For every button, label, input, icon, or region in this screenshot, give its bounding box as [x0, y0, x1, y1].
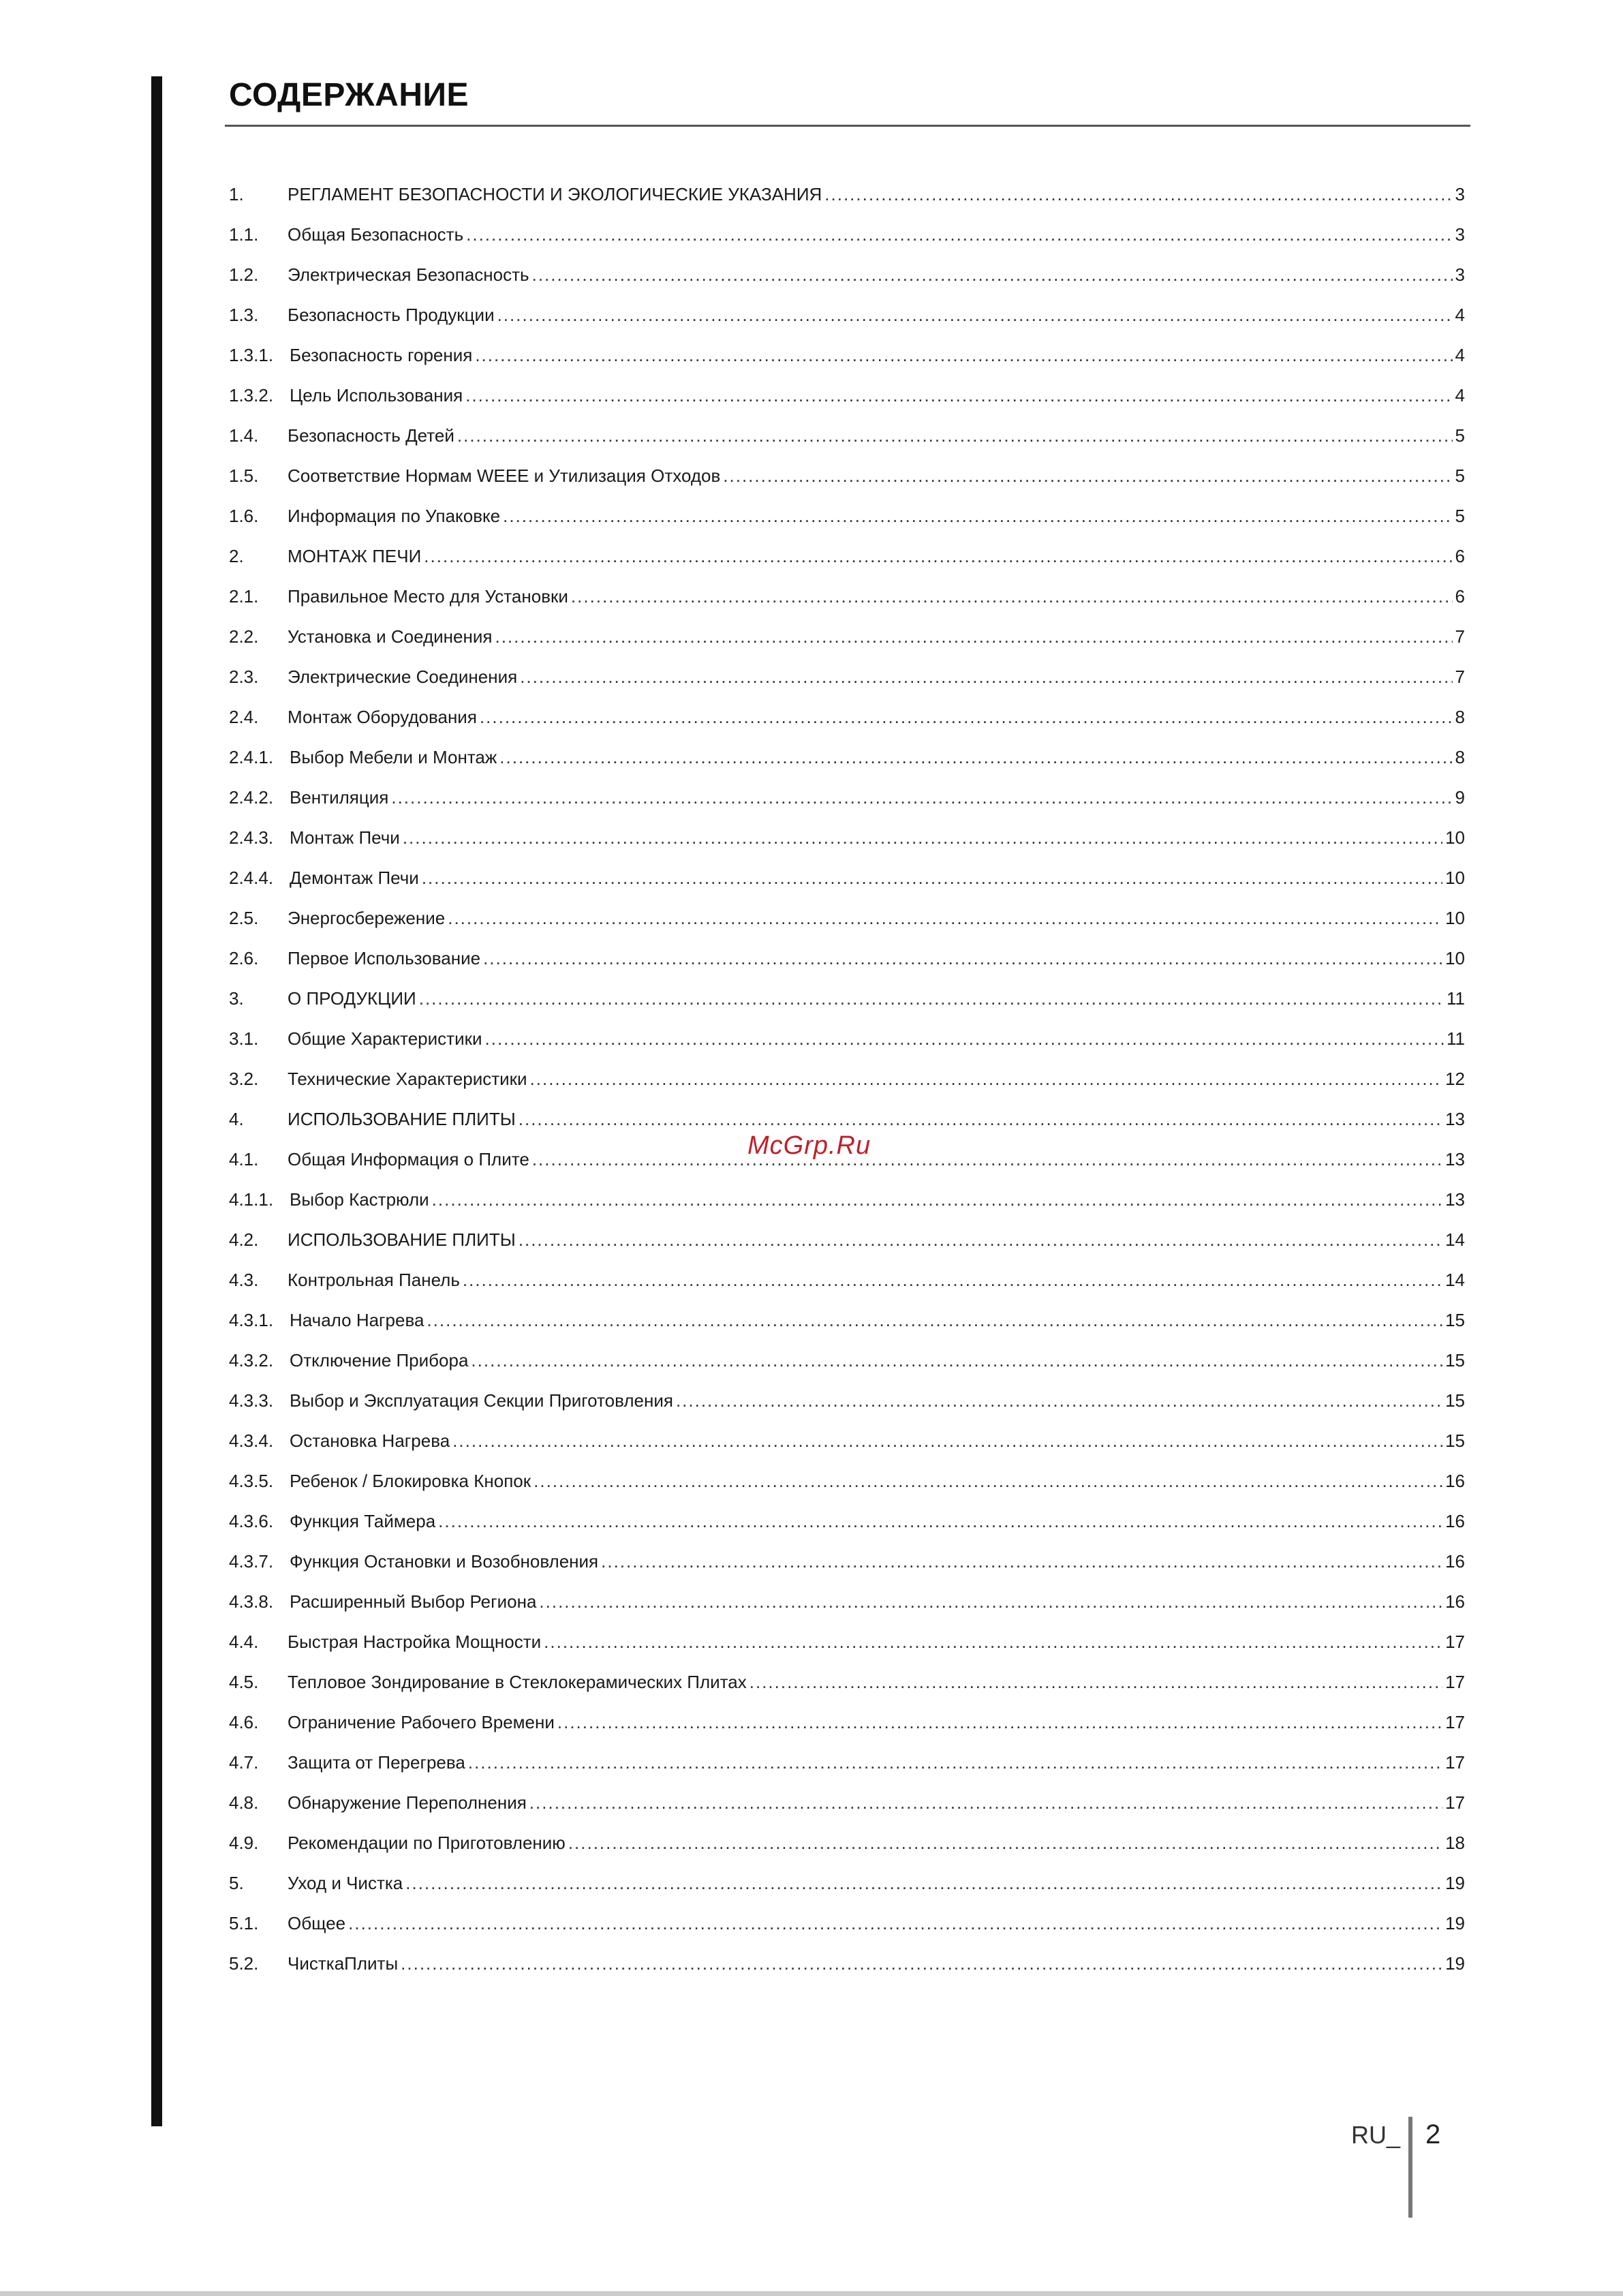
toc-entry-page: 5	[1455, 506, 1465, 526]
toc-dot-leader	[601, 1546, 1442, 1577]
toc-entry[interactable]	[229, 1948, 1465, 1988]
toc-dot-leader	[438, 1505, 1442, 1537]
toc-entry-title: Первое Использование	[288, 948, 481, 968]
toc-entry-page: 4	[1455, 345, 1465, 365]
toc-entry-title: Технические Характеристики	[288, 1069, 527, 1089]
toc-entry-page: 15	[1445, 1350, 1465, 1371]
toc-dot-leader	[539, 1586, 1442, 1617]
toc-entry[interactable]	[229, 179, 1465, 219]
toc-dot-leader	[568, 1827, 1442, 1858]
toc-entry-number: 1.6.	[229, 506, 259, 526]
toc-entry-page: 10	[1445, 868, 1465, 888]
toc-entry-title: Функция Остановки и Возобновления	[290, 1551, 599, 1572]
toc-entry-number: 2.4.3.	[229, 827, 274, 848]
toc-dot-leader	[544, 1626, 1442, 1657]
toc-entry-title: Выбор Мебели и Монтаж	[290, 747, 497, 767]
toc-entry-title: Тепловое Зондирование в Стеклокерамических Плитах	[288, 1672, 747, 1692]
toc-entry-number: 4.3.3.	[229, 1390, 274, 1411]
toc-entry-number: 4.5.	[229, 1672, 259, 1692]
toc-dot-leader	[529, 1787, 1442, 1818]
toc-entry[interactable]	[229, 1023, 1465, 1063]
toc-dot-leader	[519, 1103, 1442, 1135]
toc-entry-page: 16	[1445, 1511, 1465, 1531]
toc-dot-leader	[468, 1747, 1442, 1778]
toc-entry-number: 4.3.8.	[229, 1591, 274, 1612]
toc-entry-title: Безопасность Детей	[288, 425, 454, 446]
toc-entry-page: 7	[1455, 626, 1465, 647]
toc-entry-page: 19	[1445, 1873, 1465, 1893]
toc-entry-page: 10	[1445, 948, 1465, 968]
toc-entry[interactable]	[229, 1706, 1465, 1747]
toc-entry-title: Выбор Кастрюли	[290, 1189, 429, 1210]
toc-dot-leader	[676, 1385, 1442, 1416]
toc-entry-number: 4.2.	[229, 1229, 259, 1250]
toc-entry-number: 1.3.	[229, 305, 259, 325]
toc-entry-title: ИСПОЛЬЗОВАНИЕ ПЛИТЫ	[288, 1109, 516, 1129]
toc-entry-title: Цель Использования	[290, 385, 463, 405]
toc-entry[interactable]	[229, 1867, 1465, 1908]
toc-entry[interactable]	[229, 1787, 1465, 1827]
toc-entry-page: 8	[1455, 707, 1465, 727]
toc-entry-title: Общие Характеристики	[288, 1028, 482, 1049]
toc-entry-number: 5.1.	[229, 1913, 259, 1933]
toc-entry-title: Контрольная Панель	[288, 1270, 460, 1290]
toc-entry-page: 16	[1445, 1471, 1465, 1491]
toc-dot-leader	[422, 862, 1442, 893]
toc-entry-title: Соответствие Нормам WEEE и Утилизация Отходов	[288, 465, 721, 486]
toc-entry-number: 1.3.1.	[229, 345, 274, 365]
toc-entry[interactable]	[229, 1063, 1465, 1103]
toc-entry-number: 2.6.	[229, 948, 259, 968]
toc-entry-number: 4.7.	[229, 1752, 259, 1773]
toc-entry[interactable]	[229, 500, 1465, 540]
toc-entry-page: 11	[1447, 1028, 1465, 1049]
toc-entry-page: 14	[1445, 1270, 1465, 1290]
toc-dot-leader	[391, 782, 1452, 813]
toc-entry[interactable]	[229, 420, 1465, 460]
toc-entry[interactable]	[229, 1908, 1465, 1948]
toc-entry-title: Вентиляция	[290, 787, 389, 808]
toc-entry-page: 13	[1445, 1109, 1465, 1129]
toc-entry[interactable]	[229, 902, 1465, 943]
toc-entry-title: МОНТАЖ ПЕЧИ	[288, 546, 422, 566]
toc-dot-leader	[452, 1425, 1442, 1456]
toc-entry-title: Рекомендации по Приготовлению	[288, 1833, 566, 1853]
toc-dot-leader	[457, 420, 1453, 451]
toc-entry-number: 2.	[229, 546, 244, 566]
toc-entry[interactable]	[229, 380, 1465, 420]
toc-dot-leader	[483, 943, 1442, 974]
left-margin-bar	[151, 76, 162, 2126]
toc-entry-page: 13	[1445, 1189, 1465, 1210]
toc-dot-leader	[557, 1706, 1442, 1738]
toc-entry[interactable]	[229, 540, 1465, 581]
toc-entry-page: 15	[1445, 1390, 1465, 1411]
toc-entry-page: 19	[1445, 1953, 1465, 1974]
toc-entry-title: РЕГЛАМЕНТ БЕЗОПАСНОСТИ И ЭКОЛОГИЧЕСКИЕ УКАЗАНИЯ	[288, 184, 822, 204]
toc-entry-number: 4.3.	[229, 1270, 259, 1290]
title-underline	[225, 125, 1470, 127]
toc-entry-page: 3	[1455, 184, 1465, 204]
toc-entry[interactable]	[229, 581, 1465, 621]
toc-entry-page: 4	[1455, 385, 1465, 405]
toc-entry-title: Энергосбережение	[288, 908, 446, 928]
toc-entry-number: 5.	[229, 1873, 244, 1893]
toc-entry-number: 1.4.	[229, 425, 259, 446]
toc-entry-page: 13	[1445, 1149, 1465, 1169]
toc-entry[interactable]	[229, 983, 1465, 1023]
toc-entry-page: 15	[1445, 1430, 1465, 1451]
toc-entry[interactable]	[229, 339, 1465, 380]
toc-entry[interactable]	[229, 822, 1465, 862]
toc-dot-leader	[723, 460, 1452, 491]
toc-dot-leader	[348, 1908, 1442, 1939]
toc-entry-number: 3.1.	[229, 1028, 259, 1049]
toc-entry-title: Остановка Нагрева	[290, 1430, 450, 1451]
toc-entry-title: Общая Безопасность	[288, 224, 464, 245]
toc-entry-title: Ограничение Рабочего Времени	[288, 1712, 555, 1732]
toc-entry-number: 5.2.	[229, 1953, 259, 1974]
toc-entry-title: Уход и Чистка	[288, 1873, 403, 1893]
toc-entry-title: Монтаж Печи	[290, 827, 400, 848]
toc-entry-title: Общее	[288, 1913, 346, 1933]
toc-entry-page: 6	[1455, 546, 1465, 566]
toc-entry-page: 17	[1445, 1752, 1465, 1773]
toc-dot-leader	[520, 661, 1452, 692]
toc-entry-title: Отключение Прибора	[290, 1350, 469, 1371]
toc-entry-page: 3	[1455, 264, 1465, 285]
toc-dot-leader	[424, 540, 1452, 572]
toc-entry-page: 15	[1445, 1310, 1465, 1330]
toc-dot-leader	[480, 701, 1453, 733]
toc-entry-number: 1.3.2.	[229, 385, 274, 405]
toc-entry[interactable]	[229, 299, 1465, 339]
toc-entry-page: 17	[1445, 1632, 1465, 1652]
toc-entry-number: 1.5.	[229, 465, 259, 486]
toc-entry[interactable]	[229, 1304, 1465, 1345]
footer-language-label: RU_	[1351, 2121, 1401, 2149]
toc-dot-leader	[427, 1304, 1442, 1336]
toc-dot-leader	[571, 581, 1453, 612]
toc-entry-page: 5	[1455, 425, 1465, 446]
toc-entry-title: Безопасность Продукции	[288, 305, 495, 325]
toc-entry[interactable]	[229, 661, 1465, 701]
toc-entry-title: Быстрая Настройка Мощности	[288, 1632, 542, 1652]
toc-dot-leader	[419, 983, 1444, 1014]
toc-entry-number: 4.3.1.	[229, 1310, 274, 1330]
toc-dot-leader	[503, 500, 1452, 532]
toc-entry-page: 9	[1455, 787, 1465, 808]
toc-entry-number: 4.4.	[229, 1632, 259, 1652]
toc-entry[interactable]	[229, 1546, 1465, 1586]
toc-entry-number: 4.	[229, 1109, 244, 1129]
toc-entry-number: 4.6.	[229, 1712, 259, 1732]
toc-entry[interactable]	[229, 862, 1465, 902]
toc-dot-leader	[530, 1063, 1443, 1095]
toc-dot-leader	[471, 1345, 1442, 1376]
toc-dot-leader	[405, 1867, 1442, 1899]
toc-dot-leader	[475, 339, 1452, 371]
toc-dot-leader	[532, 259, 1453, 290]
toc-entry-number: 4.1.1.	[229, 1189, 274, 1210]
toc-dot-leader	[824, 179, 1452, 210]
toc-dot-leader	[466, 219, 1452, 250]
toc-entry-number: 2.5.	[229, 908, 259, 928]
toc-entry-number: 1.1.	[229, 224, 259, 245]
toc-entry-page: 17	[1445, 1672, 1465, 1692]
toc-entry-number: 2.4.4.	[229, 868, 274, 888]
toc-entry-number: 4.3.4.	[229, 1430, 274, 1451]
toc-entry-title: Защита от Перегрева	[288, 1752, 465, 1773]
toc-entry-page: 11	[1447, 988, 1465, 1009]
toc-entry-page: 4	[1455, 305, 1465, 325]
toc-entry[interactable]	[229, 1425, 1465, 1465]
toc-entry-title: Функция Таймера	[290, 1511, 436, 1531]
toc-entry-page: 10	[1445, 908, 1465, 928]
toc-entry-title: ЧисткаПлиты	[288, 1953, 399, 1974]
toc-entry[interactable]	[229, 1385, 1465, 1425]
toc-entry[interactable]	[229, 1345, 1465, 1385]
watermark: McGrp.Ru	[747, 1131, 871, 1160]
toc-entry-number: 4.9.	[229, 1833, 259, 1853]
toc-entry-page: 17	[1445, 1792, 1465, 1813]
toc-entry-number: 4.8.	[229, 1792, 259, 1813]
toc-dot-leader	[401, 1948, 1442, 1979]
toc-entry-page: 8	[1455, 747, 1465, 767]
toc-entry-title: Ребенок / Блокировка Кнопок	[290, 1471, 531, 1491]
toc-entry-page: 3	[1455, 224, 1465, 245]
toc-entry-number: 2.4.	[229, 707, 259, 727]
toc-dot-leader	[448, 902, 1442, 934]
toc-entry[interactable]	[229, 1264, 1465, 1304]
toc-entry-title: Расширенный Выбор Региона	[290, 1591, 537, 1612]
toc-dot-leader	[465, 380, 1452, 411]
toc-dot-leader	[463, 1264, 1442, 1296]
footer-divider	[1408, 2117, 1412, 2218]
toc-entry-number: 1.	[229, 184, 244, 204]
toc-entry-title: О ПРОДУКЦИИ	[288, 988, 416, 1009]
toc-entry[interactable]	[229, 701, 1465, 741]
toc-entry-title: ИСПОЛЬЗОВАНИЕ ПЛИТЫ	[288, 1229, 516, 1250]
toc-entry-title: Выбор и Эксплуатация Секции Приготовления	[290, 1390, 673, 1411]
toc-entry[interactable]	[229, 1465, 1465, 1505]
toc-dot-leader	[532, 1144, 1442, 1175]
toc-entry-page: 19	[1445, 1913, 1465, 1933]
page-title: СОДЕРЖАНИЕ	[229, 77, 469, 113]
toc-dot-leader	[499, 741, 1452, 773]
toc-entry[interactable]	[229, 1626, 1465, 1666]
toc-entry-number: 4.3.7.	[229, 1551, 274, 1572]
toc-entry-number: 4.3.6.	[229, 1511, 274, 1531]
toc-entry[interactable]	[229, 1224, 1465, 1264]
toc-dot-leader	[485, 1023, 1444, 1054]
toc-entry-title: Электрическая Безопасность	[288, 264, 529, 285]
toc-entry[interactable]	[229, 621, 1465, 661]
toc-entry-number: 4.3.2.	[229, 1350, 274, 1371]
toc-entry-page: 18	[1445, 1833, 1465, 1853]
toc-dot-leader	[749, 1666, 1442, 1698]
toc-entry-page: 16	[1445, 1591, 1465, 1612]
toc-entry-title: Безопасность горения	[290, 345, 473, 365]
toc-entry-number: 2.4.1.	[229, 747, 274, 767]
toc-entry-title: Обнаружение Переполнения	[288, 1792, 527, 1813]
toc-entry-number: 3.	[229, 988, 244, 1009]
toc-entry-page: 6	[1455, 586, 1465, 607]
toc-entry-number: 2.1.	[229, 586, 259, 607]
toc-entry-page: 16	[1445, 1551, 1465, 1572]
toc-entry-page: 5	[1455, 465, 1465, 486]
toc-entry[interactable]	[229, 460, 1465, 500]
toc-entry-title: Правильное Место для Установки	[288, 586, 568, 607]
toc-dot-leader	[519, 1224, 1442, 1255]
toc-dot-leader	[495, 621, 1452, 652]
table-of-contents	[229, 179, 1465, 1988]
toc-entry[interactable]	[229, 1505, 1465, 1546]
toc-entry[interactable]	[229, 741, 1465, 782]
toc-entry-title: Общая Информация о Плите	[288, 1149, 529, 1169]
toc-dot-leader	[497, 299, 1453, 331]
toc-dot-leader	[403, 822, 1442, 853]
toc-entry-title: Демонтаж Печи	[290, 868, 419, 888]
toc-entry[interactable]	[229, 1184, 1465, 1224]
toc-entry-title: Монтаж Оборудования	[288, 707, 477, 727]
toc-entry-number: 4.1.	[229, 1149, 259, 1169]
toc-entry-number: 2.4.2.	[229, 787, 274, 808]
toc-dot-leader	[432, 1184, 1442, 1215]
toc-entry-number: 3.2.	[229, 1069, 259, 1089]
toc-entry[interactable]	[229, 219, 1465, 259]
toc-entry-page: 17	[1445, 1712, 1465, 1732]
toc-entry-title: Начало Нагрева	[290, 1310, 424, 1330]
toc-entry-page: 12	[1445, 1069, 1465, 1089]
toc-entry[interactable]	[229, 782, 1465, 822]
toc-entry-number: 1.2.	[229, 264, 259, 285]
toc-entry-title: Установка и Соединения	[288, 626, 493, 647]
toc-entry[interactable]	[229, 259, 1465, 299]
toc-entry[interactable]	[229, 1827, 1465, 1867]
toc-entry-page: 7	[1455, 667, 1465, 687]
toc-entry-page: 14	[1445, 1229, 1465, 1250]
toc-entry-number: 2.3.	[229, 667, 259, 687]
toc-entry[interactable]	[229, 1747, 1465, 1787]
toc-entry-page: 10	[1445, 827, 1465, 848]
bottom-edge-strip	[0, 2291, 1623, 2296]
toc-dot-leader	[534, 1465, 1442, 1497]
toc-entry-number: 4.3.5.	[229, 1471, 274, 1491]
toc-entry[interactable]	[229, 1586, 1465, 1626]
toc-entry-title: Информация по Упаковке	[288, 506, 501, 526]
toc-entry[interactable]	[229, 1666, 1465, 1706]
footer-page-number: 2	[1425, 2119, 1441, 2149]
toc-entry-number: 2.2.	[229, 626, 259, 647]
toc-entry-title: Электрические Соединения	[288, 667, 518, 687]
toc-entry[interactable]	[229, 943, 1465, 983]
